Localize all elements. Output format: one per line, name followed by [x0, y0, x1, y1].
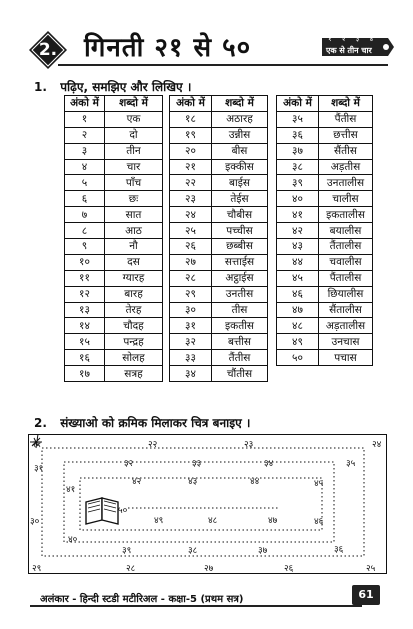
digit-cell: ३९	[277, 175, 319, 191]
header-rule	[58, 64, 388, 66]
open-book-icon	[86, 498, 118, 524]
digit-cell: ४४	[277, 254, 319, 270]
table-row	[65, 207, 163, 223]
word-cell: बयालीस	[319, 223, 373, 239]
table-row	[277, 350, 373, 366]
dot-label: २५	[366, 564, 376, 574]
word-cell: दो	[105, 127, 163, 143]
digit-cell: ४२	[277, 223, 319, 239]
dot-label: ४४	[250, 477, 260, 487]
table-row	[65, 350, 163, 366]
table-row	[170, 223, 268, 239]
table-row	[277, 175, 373, 191]
word-cell: छः	[105, 191, 163, 207]
dot-label: ४६	[314, 517, 324, 527]
footer-rule	[30, 605, 362, 607]
table-row	[277, 270, 373, 286]
digit-cell: ३१	[170, 318, 212, 334]
word-cell: अड़तीस	[319, 159, 373, 175]
dot-label: ४१	[66, 485, 76, 495]
table-row	[277, 159, 373, 175]
digit-cell: ४०	[277, 191, 319, 207]
digit-cell: ४	[65, 159, 105, 175]
table-row	[170, 318, 268, 334]
dot-label: ४०	[68, 535, 78, 545]
table-row	[277, 223, 373, 239]
digit-cell: ४३	[277, 239, 319, 255]
dot-label: २७	[204, 564, 214, 574]
table-row	[65, 286, 163, 302]
word-cell: तेरह	[105, 302, 163, 318]
digit-cell: ७	[65, 207, 105, 223]
word-cell: सत्रह	[105, 366, 163, 382]
chapter-number: 2.	[38, 40, 58, 60]
table-row	[170, 334, 268, 350]
number-table-2	[169, 95, 268, 382]
table-row	[65, 239, 163, 255]
digit-cell: २४	[170, 207, 212, 223]
table-row	[277, 302, 373, 318]
digit-cell: २७	[170, 254, 212, 270]
word-cell: तीस	[212, 302, 268, 318]
dot-label: ४७	[268, 516, 278, 526]
table-row	[65, 366, 163, 382]
digit-cell: २	[65, 127, 105, 143]
dot-label: ३२	[124, 459, 134, 469]
digit-cell: ८	[65, 223, 105, 239]
word-cell: अट्ठाईस	[212, 270, 268, 286]
dot-label: ३९	[122, 546, 132, 556]
digit-cell: १५	[65, 334, 105, 350]
dot-label: ३५	[346, 459, 356, 469]
word-cell: पाँच	[105, 175, 163, 191]
word-cell: छियालीस	[319, 286, 373, 302]
table-row	[65, 334, 163, 350]
digit-cell: ४८	[277, 318, 319, 334]
word-cell: बीस	[212, 143, 268, 159]
ribbon-tag-text: एक से तीन चार	[326, 46, 372, 55]
word-cell: चौबीस	[212, 207, 268, 223]
col-header-words: शब्दो में	[212, 96, 268, 112]
digit-cell: ३४	[170, 366, 212, 382]
dot-label: २८	[126, 564, 136, 574]
question-1-text: पढ़िए, समझिए और लिखिए ।	[60, 80, 192, 94]
number-table-1	[64, 95, 163, 382]
digit-cell: १३	[65, 302, 105, 318]
footer-text: अलंकार - हिन्दी स्टडी मटीरिअल - कक्षा-5 (प्रथम सत्र)	[40, 594, 244, 605]
question-2-number: 2.	[34, 416, 47, 430]
table-row	[277, 239, 373, 255]
word-cell: चौंतीस	[212, 366, 268, 382]
word-cell: तीन	[105, 143, 163, 159]
table-row	[170, 175, 268, 191]
digit-cell: १९	[170, 127, 212, 143]
question-2	[34, 414, 250, 431]
table-row	[277, 334, 373, 350]
col-header-words: शब्दो में	[319, 96, 373, 112]
table-row	[170, 254, 268, 270]
table-header-row	[65, 96, 163, 112]
word-cell: अड़तालीस	[319, 318, 373, 334]
word-cell: इकतालीस	[319, 207, 373, 223]
digit-cell: ४६	[277, 286, 319, 302]
table-row	[277, 318, 373, 334]
word-cell: एक	[105, 111, 163, 127]
word-cell: इक्कीस	[212, 159, 268, 175]
table-row	[170, 302, 268, 318]
table-header-row	[170, 96, 268, 112]
digit-cell: ११	[65, 270, 105, 286]
word-cell: पैंतालीस	[319, 270, 373, 286]
table-row	[277, 191, 373, 207]
digit-cell: ३	[65, 143, 105, 159]
word-cell: आठ	[105, 223, 163, 239]
word-cell: सैंतालीस	[319, 302, 373, 318]
table-row	[65, 318, 163, 334]
word-cell: पचास	[319, 350, 373, 366]
digit-cell: २३	[170, 191, 212, 207]
dot-label: ५०	[118, 506, 128, 516]
digit-cell: २६	[170, 239, 212, 255]
table-row	[277, 127, 373, 143]
dot-label: ३३	[192, 459, 202, 469]
dot-label: ४२	[132, 477, 142, 487]
digit-cell: ५	[65, 175, 105, 191]
word-cell: उन्नीस	[212, 127, 268, 143]
digit-cell: ४७	[277, 302, 319, 318]
word-cell: उनतालीस	[319, 175, 373, 191]
ribbon-tag-numbers: १ २ ३ ४	[328, 35, 378, 43]
dot-label: ४८	[208, 516, 218, 526]
dot-label: २६	[284, 564, 294, 574]
word-cell: चवालीस	[319, 254, 373, 270]
word-cell: उनचास	[319, 334, 373, 350]
digit-cell: २५	[170, 223, 212, 239]
dot-label: ४९	[154, 516, 164, 526]
table-row	[277, 111, 373, 127]
digit-cell: २२	[170, 175, 212, 191]
word-cell: ग्यारह	[105, 270, 163, 286]
dot-label: ३४	[264, 459, 274, 469]
word-cell: बत्तीस	[212, 334, 268, 350]
table-header-row	[277, 96, 373, 112]
digit-cell: ३८	[277, 159, 319, 175]
digit-cell: १४	[65, 318, 105, 334]
page-number: 61	[352, 585, 380, 605]
dot-puzzle	[28, 434, 387, 574]
word-cell: नौ	[105, 239, 163, 255]
col-header-digits: अंको में	[277, 96, 319, 112]
chapter-title: गिनती २१ से ५०	[84, 33, 252, 63]
word-cell: बाईस	[212, 175, 268, 191]
dot-label: ४५	[314, 479, 324, 489]
digit-cell: २९	[170, 286, 212, 302]
table-row	[170, 270, 268, 286]
word-cell: अठारह	[212, 111, 268, 127]
table-row	[170, 207, 268, 223]
digit-cell: १०	[65, 254, 105, 270]
table-row	[170, 191, 268, 207]
digit-cell: १७	[65, 366, 105, 382]
table-row	[170, 366, 268, 382]
table-row	[170, 111, 268, 127]
dot-label: ३१	[34, 464, 44, 474]
word-cell: इकतीस	[212, 318, 268, 334]
table-row	[170, 159, 268, 175]
table-row	[65, 191, 163, 207]
digit-cell: ६	[65, 191, 105, 207]
table-row	[65, 175, 163, 191]
digit-cell: ४१	[277, 207, 319, 223]
word-cell: उनतीस	[212, 286, 268, 302]
word-cell: बारह	[105, 286, 163, 302]
table-row	[170, 239, 268, 255]
question-2-text: संख्याओ को क्रमिक मिलाकर चित्र बनाइए ।	[60, 416, 251, 430]
digit-cell: ९	[65, 239, 105, 255]
digit-cell: १२	[65, 286, 105, 302]
word-cell: चार	[105, 159, 163, 175]
table-row	[170, 350, 268, 366]
dot-label: २१	[32, 440, 42, 450]
dot-label: ३०	[30, 517, 40, 527]
word-cell: तैंतालीस	[319, 239, 373, 255]
digit-cell: २८	[170, 270, 212, 286]
table-row	[277, 286, 373, 302]
digit-cell: ५०	[277, 350, 319, 366]
word-cell: चौदह	[105, 318, 163, 334]
digit-cell: ३३	[170, 350, 212, 366]
table-row	[170, 127, 268, 143]
table-row	[65, 143, 163, 159]
table-row	[65, 270, 163, 286]
table-row	[170, 286, 268, 302]
table-row	[170, 143, 268, 159]
table-row	[277, 143, 373, 159]
dot-label: २४	[372, 440, 382, 450]
word-cell: तेईस	[212, 191, 268, 207]
word-cell: दस	[105, 254, 163, 270]
col-header-digits: अंको में	[65, 96, 105, 112]
word-cell: पैंतीस	[319, 111, 373, 127]
number-table-3	[276, 95, 373, 366]
col-header-words: शब्दो में	[105, 96, 163, 112]
digit-cell: १	[65, 111, 105, 127]
word-cell: सैंतीस	[319, 143, 373, 159]
table-row	[65, 254, 163, 270]
col-header-digits: अंको में	[170, 96, 212, 112]
table-row	[65, 223, 163, 239]
word-cell: सोलह	[105, 350, 163, 366]
table-row	[277, 254, 373, 270]
dot-label: २२	[148, 440, 158, 450]
digit-cell: ४९	[277, 334, 319, 350]
chapter-header	[18, 28, 398, 72]
word-cell: चालीस	[319, 191, 373, 207]
question-1	[34, 78, 191, 95]
dot-label: ४३	[188, 477, 198, 487]
digit-cell: १८	[170, 111, 212, 127]
word-cell: छत्तीस	[319, 127, 373, 143]
dot-label: २९	[32, 564, 42, 574]
table-row	[65, 111, 163, 127]
dot-label: २३	[244, 440, 254, 450]
question-1-number: 1.	[34, 80, 47, 94]
word-cell: तैंतीस	[212, 350, 268, 366]
table-row	[65, 159, 163, 175]
table-row	[65, 302, 163, 318]
word-cell: पन्द्रह	[105, 334, 163, 350]
digit-cell: ३५	[277, 111, 319, 127]
table-row	[277, 207, 373, 223]
digit-cell: ३०	[170, 302, 212, 318]
digit-cell: ४५	[277, 270, 319, 286]
table-row	[65, 127, 163, 143]
word-cell: पच्चीस	[212, 223, 268, 239]
word-cell: छब्बीस	[212, 239, 268, 255]
word-cell: सात	[105, 207, 163, 223]
dot-label: ३७	[258, 546, 268, 556]
dot-label: ३६	[334, 545, 344, 555]
word-cell: सत्ताईस	[212, 254, 268, 270]
digit-cell: २०	[170, 143, 212, 159]
digit-cell: २१	[170, 159, 212, 175]
digit-cell: ३६	[277, 127, 319, 143]
digit-cell: ३७	[277, 143, 319, 159]
digit-cell: १६	[65, 350, 105, 366]
digit-cell: ३२	[170, 334, 212, 350]
dot-label: ३८	[188, 546, 198, 556]
